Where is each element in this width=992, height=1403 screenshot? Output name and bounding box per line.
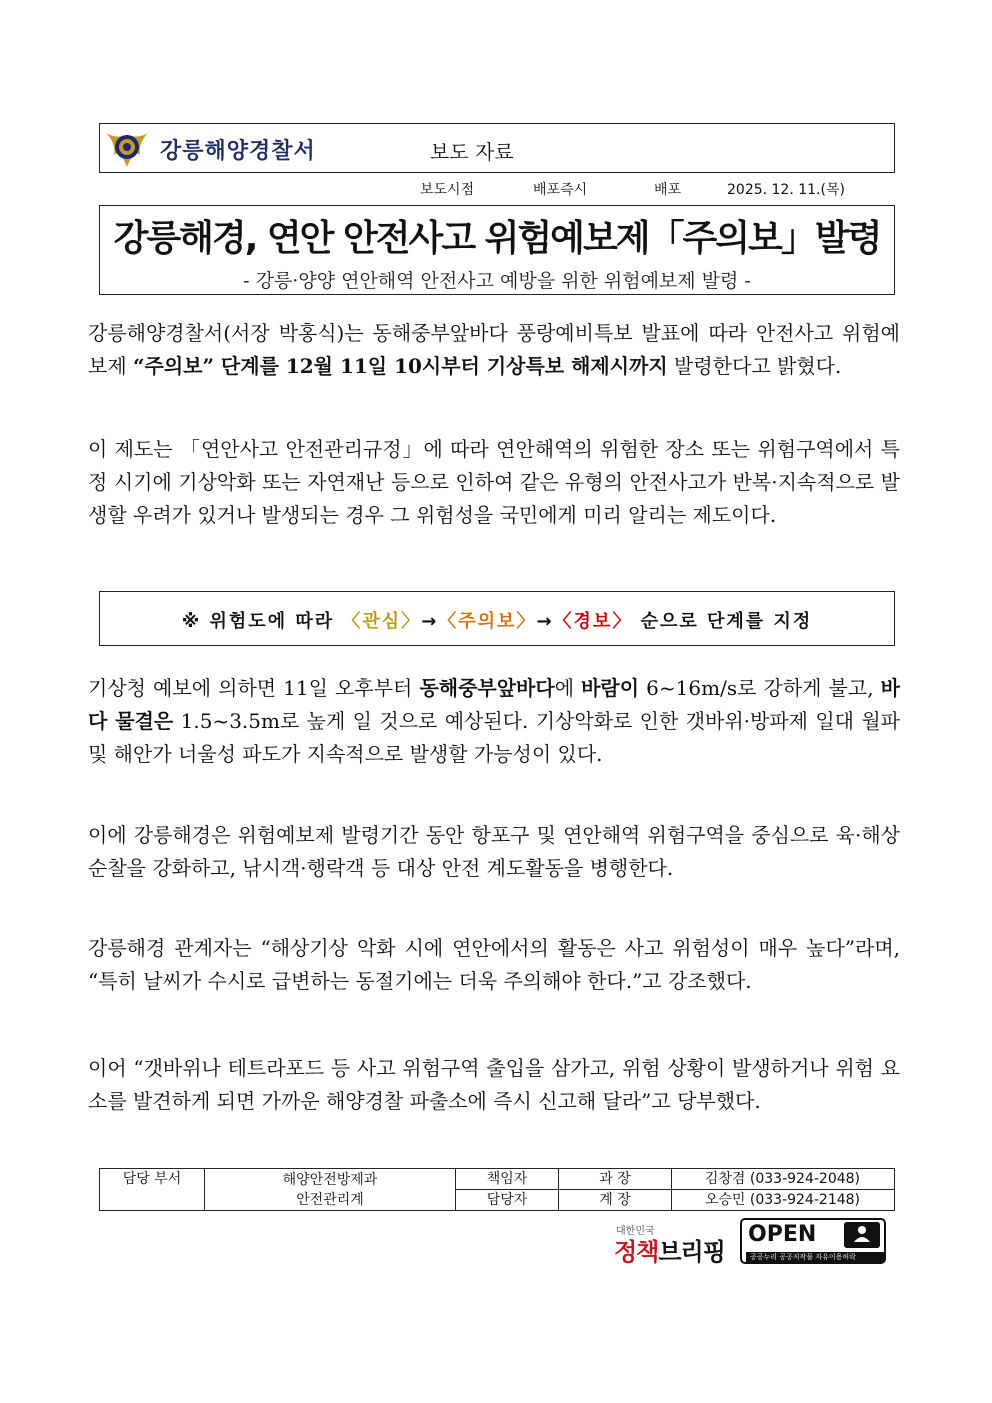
role-cell: 책임자 xyxy=(456,1169,559,1190)
text-run: 6~16m/s로 강하게 불고, xyxy=(639,676,881,700)
person-cell: 오승민 (033-924-2148) xyxy=(672,1190,895,1211)
text-run: 기상청 예보에 의하면 11일 오후부터 xyxy=(88,676,420,700)
dept-label: 담당 부서 xyxy=(100,1169,205,1211)
release-time-value: 배포즉시 xyxy=(533,182,588,198)
release-time-label: 보도시점 xyxy=(420,182,475,198)
arrow-icon: → xyxy=(536,611,554,632)
person-cell: 김창겸 (033-924-2048) xyxy=(672,1169,895,1190)
body-paragraph-1 xyxy=(88,317,900,383)
dept-name xyxy=(205,1169,456,1211)
title-cell: 계 장 xyxy=(559,1190,672,1211)
emphasis-text: 바다 물결은 xyxy=(88,676,900,733)
headline: 강릉해경, 연안 안전사고 위험예보제「주의보」발령 xyxy=(113,218,881,259)
open-license-caption: 공공누리 공공저작물 자유이용허락 xyxy=(746,1252,884,1262)
notice-prefix: ※ 위험도에 따라 xyxy=(181,611,343,632)
text-run: 1.5~3.5m로 높게 일 것으로 예상된다. 기상악화로 인한 갯바위·방파제 일대 월파 및 해안가 너울성 파도가 지속적으로 발생할 가능성이 있다. xyxy=(88,709,900,766)
level-warning: 〈경보〉 xyxy=(553,611,633,632)
dept-line-1: 해양안전방제과 xyxy=(282,1171,378,1188)
notice-suffix: 순으로 단계를 지정 xyxy=(632,611,813,632)
alert-level-notice xyxy=(99,607,895,633)
body-paragraph-4: 이에 강릉해경은 위험예보제 발령기간 동안 항포구 및 연안해역 위험구역을 중심으로 육·해상 순찰을 강화하고, 낚시객·행락객 등 대상 안전 계도활동을 병행한다. xyxy=(88,823,900,880)
briefing-logo-caption: 대한민국 xyxy=(616,1226,655,1237)
text-run: 에 xyxy=(554,676,582,700)
text-run: 발령한다고 밝혔다. xyxy=(667,354,842,378)
body-paragraph-6: 이어 “갯바위나 테트라포드 등 사고 위험구역 출입을 삼가고, 위험 상황이 발생하거나 위험 요소를 발견하게 되면 가까운 해양경찰 파출소에 즉시 신고해 달라”고 당부했다. xyxy=(88,1056,900,1113)
role-cell: 담당자 xyxy=(456,1190,559,1211)
attribution-person-icon xyxy=(844,1222,880,1248)
emphasis-text: 바람이 xyxy=(581,676,640,700)
emphasis-text: 동해중부앞바다 xyxy=(419,676,555,700)
coast-guard-emblem-icon xyxy=(104,127,150,171)
dept-line-2: 안전관리계 xyxy=(296,1191,364,1208)
level-interest: 〈관심〉 xyxy=(342,611,422,632)
sub-headline: - 강릉·양양 연안해역 안전사고 예방을 위한 위험예보제 발령 - xyxy=(243,270,751,292)
briefing-logo-red: 정책 xyxy=(614,1238,659,1266)
briefing-logo-black: 브리핑 xyxy=(658,1238,725,1266)
title-cell: 과 장 xyxy=(559,1169,672,1190)
release-date-label: 배포 xyxy=(654,182,682,198)
level-advisory: 〈주의보〉 xyxy=(438,611,537,632)
release-date-value: 2025. 12. 11.(목) xyxy=(727,182,845,198)
emphasis-text: “주의보” 단계를 12월 11일 10시부터 기상특보 해제시까지 xyxy=(133,354,668,378)
body-paragraph-3 xyxy=(88,672,900,771)
table-row xyxy=(100,1169,895,1190)
policy-briefing-logo xyxy=(614,1232,725,1267)
open-license-text: OPEN xyxy=(748,1222,817,1247)
org-name: 강릉해양경찰서 xyxy=(160,139,316,164)
arrow-icon: → xyxy=(421,611,439,632)
doc-type-label: 보도 자료 xyxy=(430,140,514,164)
contact-table xyxy=(99,1168,895,1211)
text-run: 강릉해양경찰서(서장 박홍식)는 동해중부앞바다 풍랑예비특보 발표에 따라 안전사고 위험예보제 xyxy=(88,321,900,378)
body-paragraph-2: 이 제도는 「연안사고 안전관리규정」에 따라 연안해역의 위험한 장소 또는 위험구역에서 특정 시기에 기상악화 또는 자연재난 등으로 인하여 같은 유형의 안전사고가 반복·지속적으로 발생할 우려가 있거나 발생되는 경우 그 위험성을 국민에게 미리 알리는 제도이다. xyxy=(88,437,900,527)
body-paragraph-5: 강릉해경 관계자는 “해상기상 악화 시에 연안에서의 활동은 사고 위험성이 매우 높다”라며, “특히 날씨가 수시로 급변하는 동절기에는 더욱 주의해야 한다.”고 강조했다. xyxy=(88,936,900,993)
